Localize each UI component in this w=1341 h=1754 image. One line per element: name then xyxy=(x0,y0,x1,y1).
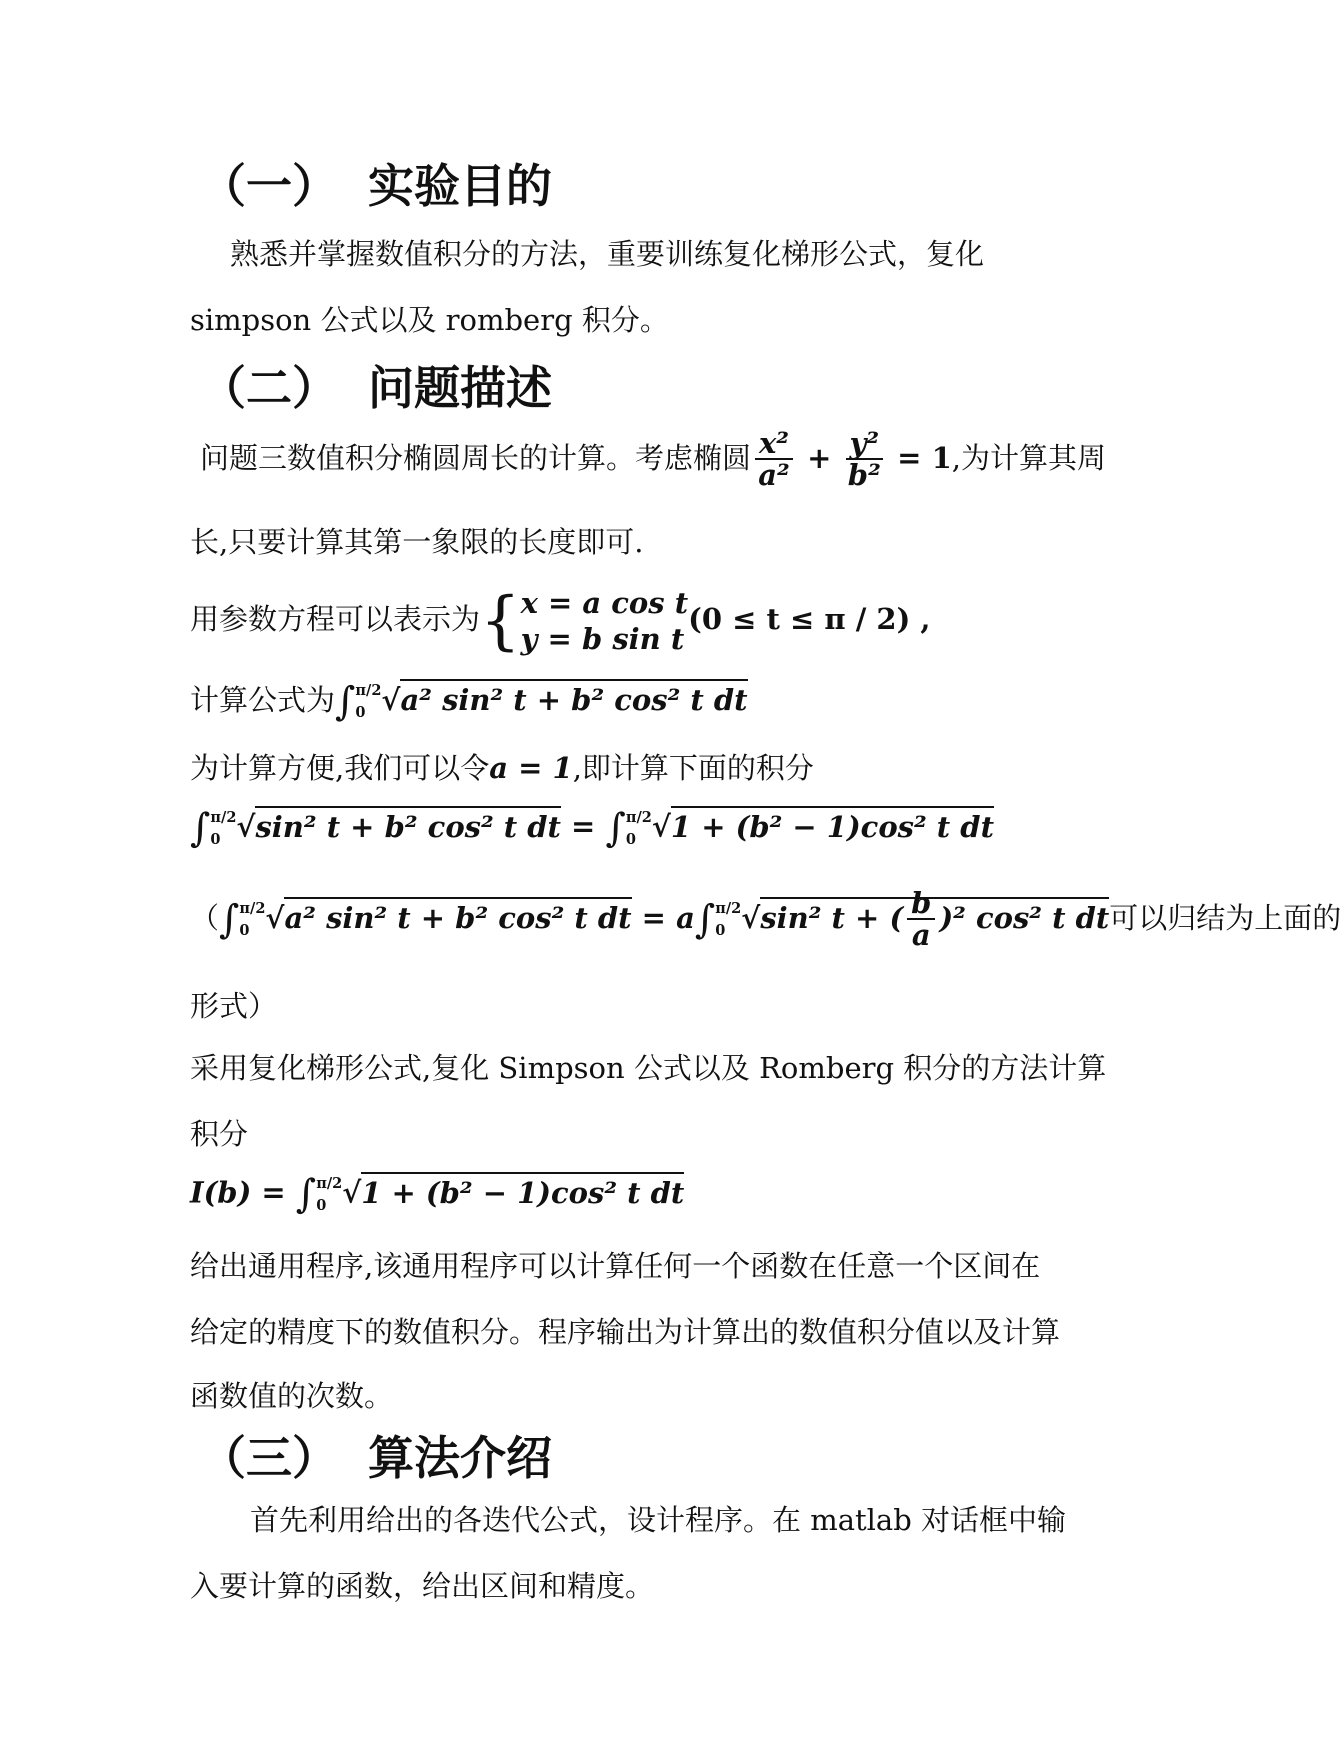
heading-number: （一） xyxy=(200,159,338,213)
integrand-right: 1 + (b² − 1)cos² t dt xyxy=(671,806,994,844)
parametric-equation xyxy=(190,584,931,658)
heading-purpose xyxy=(200,150,552,216)
fraction-denominator: a² xyxy=(758,458,790,493)
lower-limit: 0 xyxy=(239,922,250,940)
ib-integrand: 1 + (b² − 1)cos² t dt xyxy=(361,1172,684,1210)
fraction-denominator: a xyxy=(911,918,931,953)
lower-limit: 0 xyxy=(316,1196,327,1214)
sqrt-icon: √ xyxy=(342,1175,362,1210)
heading-algorithm xyxy=(200,1422,552,1488)
fraction-x xyxy=(755,428,793,492)
sqrt-icon: √ xyxy=(381,683,401,717)
fraction-numerator: b xyxy=(907,888,935,920)
reduction-right-a: sin² t + ( xyxy=(760,901,904,936)
ib-equation: I(b) = ∫ π/2 0 √1 + (b² − 1)cos² t dt xyxy=(190,1172,685,1217)
simplify-line xyxy=(190,746,814,787)
integral-limits xyxy=(316,1173,342,1217)
param-text: 用参数方程可以表示为 xyxy=(190,602,481,636)
method-line-2: 积分 xyxy=(190,1117,249,1151)
lower-limit: 0 xyxy=(355,704,366,721)
problem-text: ,为计算其周 xyxy=(951,441,1106,476)
integral-sign-icon: ∫ xyxy=(295,1172,317,1217)
formula-text: 计算公式为 xyxy=(190,683,336,717)
purpose-line-1: 熟悉并掌握数值积分的方法，重要训练复化梯形公式，复化 xyxy=(230,237,985,271)
method-line-1: 采用复化梯形公式,复化 Simpson 公式以及 Romberg 积分的方法计算 xyxy=(190,1051,1107,1085)
requirement-line-1: 给出通用程序,该通用程序可以计算任何一个函数在任意一个区间在 xyxy=(190,1249,1041,1283)
formula-integrand: a² sin² t + b² cos² t dt xyxy=(400,679,747,717)
param-range: (0 ≤ t ≤ π / 2) , xyxy=(688,602,931,636)
fraction-numerator: x² xyxy=(755,428,793,460)
sqrt-icon: √ xyxy=(741,901,761,936)
fraction-numerator: y² xyxy=(846,428,884,460)
integral-sign-icon: ∫ xyxy=(219,897,240,943)
lower-limit: 0 xyxy=(210,830,221,848)
lower-limit: 0 xyxy=(715,922,726,940)
reduction-equation: （∫ π/2 0 √a² sin² t + b² cos² t dt = a∫ π/2 0 √sin² t + ( $\frac{b}{a}$ )² cos² t dt可以归结为上面的 xyxy=(190,886,1341,953)
purpose-line-2: simpson 公式以及 romberg 积分。 xyxy=(190,303,669,337)
algorithm-line-1: 首先利用给出的各迭代公式，设计程序。在 matlab 对话框中输 xyxy=(250,1503,1067,1537)
param-x: x = a cos t xyxy=(520,585,689,620)
integral-limits xyxy=(626,807,652,851)
fraction-denominator: b² xyxy=(847,458,881,493)
ib-left: I(b) xyxy=(190,1175,252,1210)
reduction-right-b: )² cos² t dt xyxy=(939,901,1110,936)
sqrt-icon: √ xyxy=(265,901,285,936)
integral-sign-icon: ∫ xyxy=(694,897,716,943)
reduction-text: 可以归结为上面的 xyxy=(1109,901,1341,936)
simplify-text: ,即计算下面的积分 xyxy=(572,751,814,785)
heading-text: 实验目的 xyxy=(368,159,552,213)
upper-limit: π/2 xyxy=(210,808,237,826)
integral-sign-icon: ∫ xyxy=(335,679,356,725)
reduction-left: a² sin² t + b² cos² t dt xyxy=(284,897,631,935)
sqrt-icon: √ xyxy=(651,809,671,844)
reduction-line-2: 形式） xyxy=(190,989,278,1023)
upper-limit: π/2 xyxy=(715,900,742,918)
requirement-line-2: 给定的精度下的数值积分。程序输出为计算出的数值积分值以及计算 xyxy=(190,1315,1061,1349)
fraction-y xyxy=(846,428,884,492)
heading-text: 问题描述 xyxy=(368,361,552,415)
requirement-line-3: 函数值的次数。 xyxy=(190,1379,394,1413)
upper-limit: π/2 xyxy=(316,1174,343,1192)
upper-limit: π/2 xyxy=(355,682,382,700)
integrand-left: sin² t + b² cos² t dt xyxy=(255,806,560,844)
integral-sign-icon: ∫ xyxy=(190,806,211,851)
heading-text: 算法介绍 xyxy=(368,1431,552,1485)
lower-limit: 0 xyxy=(625,830,636,848)
param-system xyxy=(521,585,689,658)
fraction-b-over-a xyxy=(907,888,935,952)
upper-limit: π/2 xyxy=(239,900,266,918)
heading-number: （三） xyxy=(200,1431,338,1485)
sqrt-icon: √ xyxy=(236,809,256,844)
reduction-right xyxy=(760,886,1110,953)
simplify-text: 为计算方便,我们可以令 xyxy=(190,751,490,785)
problem-line-1: 问题三数值积分椭圆周长的计算。考虑椭圆 $\frac{\text{x²}}{\text{a²}}$ + $\frac{\text{y²}}{\text{b²}}$ = 1,为计算其周 xyxy=(200,426,1106,493)
paren-open: （ xyxy=(190,901,220,936)
integral-sign-icon: ∫ xyxy=(605,806,626,851)
integral-limits xyxy=(210,807,236,851)
integral-limits xyxy=(239,898,265,942)
formula-line xyxy=(190,678,748,725)
integral-limits xyxy=(355,680,381,724)
reduction-coefficient: a xyxy=(676,901,695,936)
upper-limit: π/2 xyxy=(625,808,652,826)
integral-equation: ∫ π/2 0 √sin² t + b² cos² t dt = ∫ π/2 0 √1 + (b² − 1)cos² t dt xyxy=(190,806,994,851)
problem-line-2: 长,只要计算其第一象限的长度即可. xyxy=(190,525,644,559)
algorithm-line-2: 入要计算的函数，给出区间和精度。 xyxy=(190,1569,655,1603)
simplify-math: a = 1 xyxy=(489,751,573,785)
equation-rhs: 1 xyxy=(931,441,952,476)
brace-icon: { xyxy=(480,584,521,658)
integral-limits xyxy=(715,898,741,942)
heading-problem xyxy=(200,352,552,418)
param-y: y = b sin t xyxy=(520,622,685,656)
problem-text: 问题三数值积分椭圆周长的计算。考虑椭圆 xyxy=(200,441,752,476)
heading-number: （二） xyxy=(200,361,338,415)
